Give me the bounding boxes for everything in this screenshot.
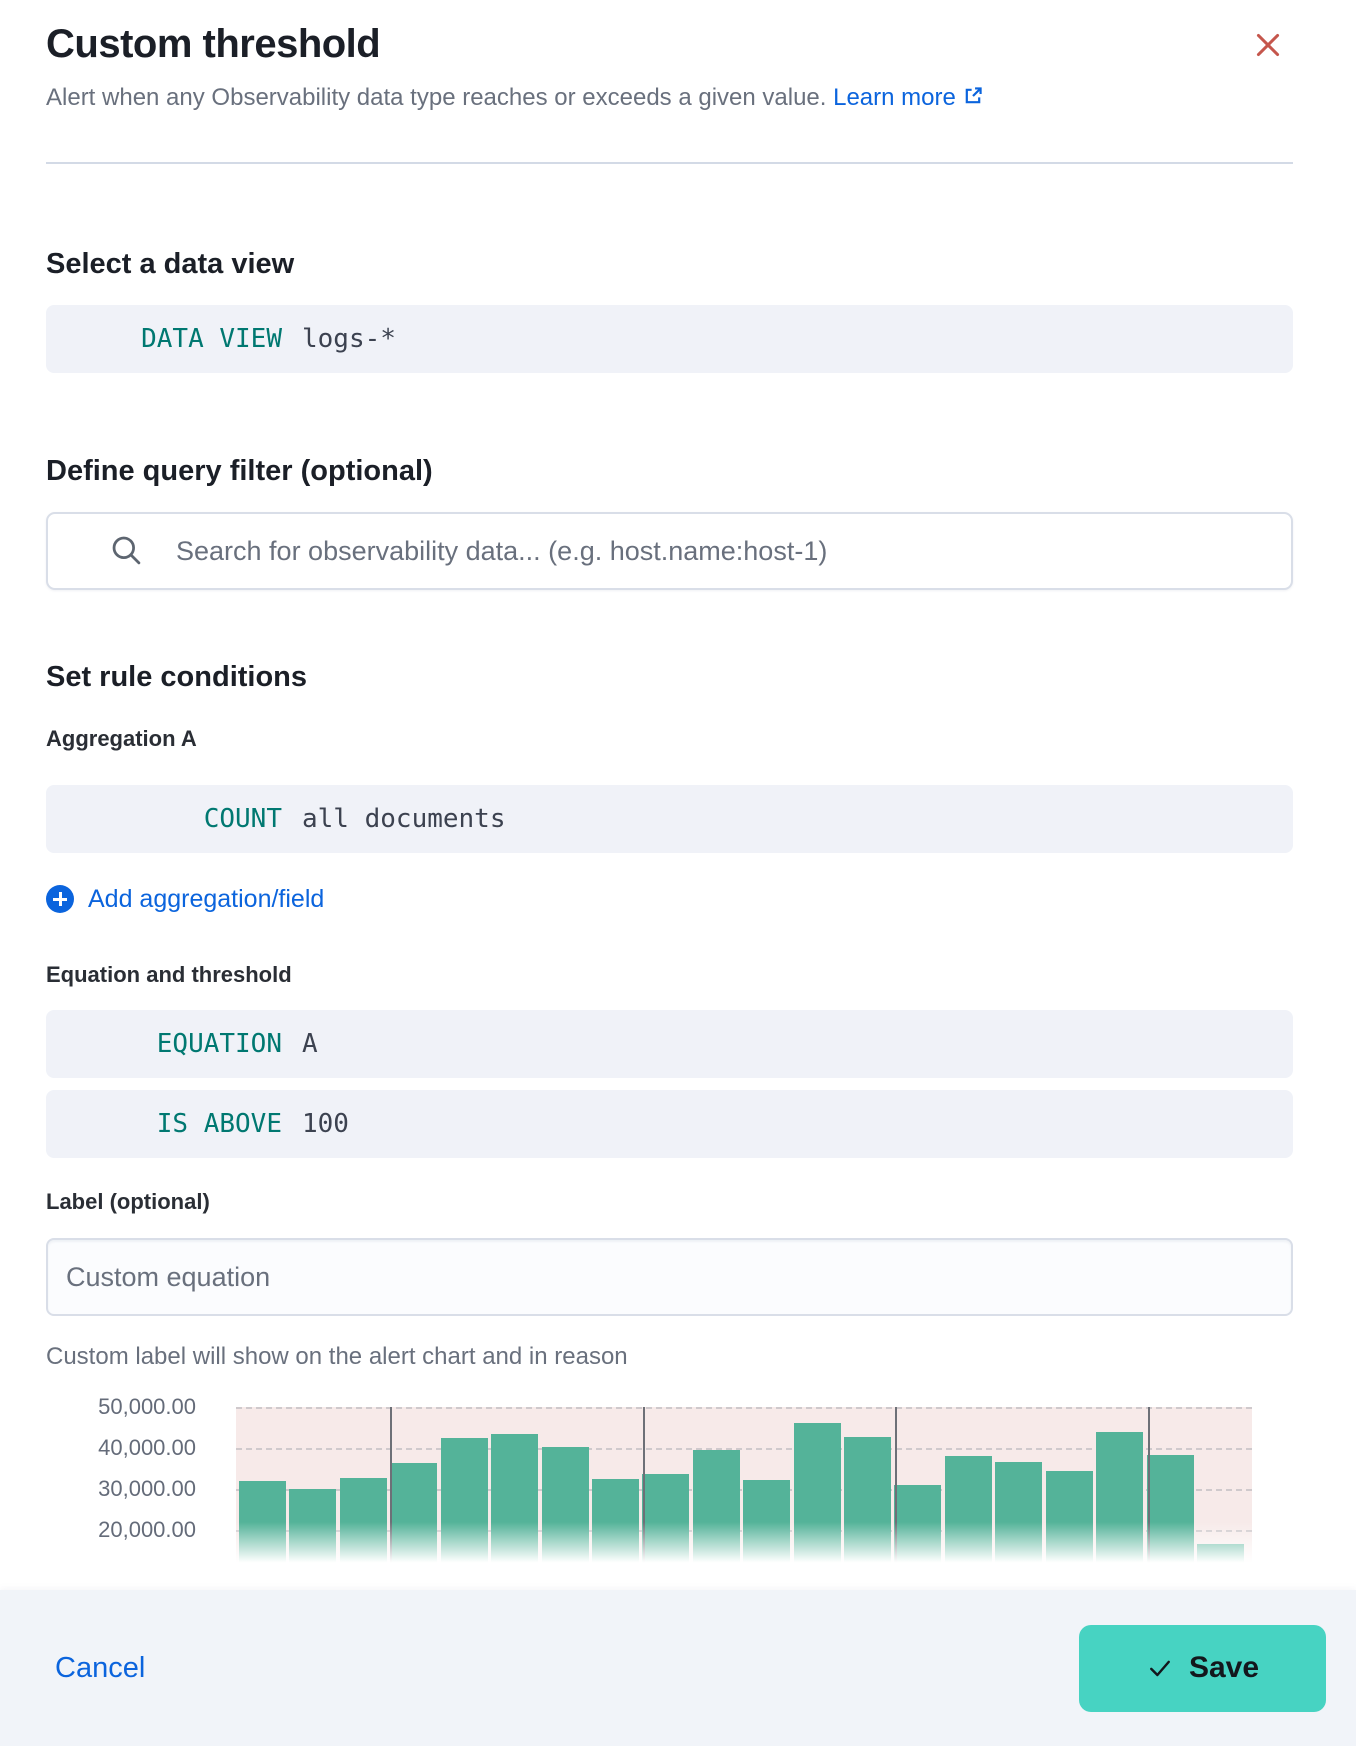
chart-y-axis-labels xyxy=(40,1394,236,1567)
aggregation-label: Aggregation A xyxy=(46,726,197,751)
y-tick-label: 50,000.00 xyxy=(98,1394,196,1419)
plus-circle-icon xyxy=(46,885,74,913)
equation-threshold-label: Equation and threshold xyxy=(46,962,292,987)
gridline xyxy=(236,1407,1252,1409)
threshold-keyword: IS ABOVE xyxy=(156,1109,282,1139)
data-view-value: logs-* xyxy=(302,324,396,354)
search-input[interactable] xyxy=(46,512,1293,590)
search-icon xyxy=(110,534,144,573)
add-aggregation-button[interactable] xyxy=(46,884,324,914)
y-tick-label: 20,000.00 xyxy=(98,1517,196,1542)
check-icon xyxy=(1146,1654,1174,1682)
page-title: Custom threshold xyxy=(46,22,381,66)
equation-keyword: EQUATION xyxy=(156,1029,282,1059)
learn-more-link[interactable]: Learn more xyxy=(833,84,984,111)
query-filter-heading: Define query filter (optional) xyxy=(46,455,433,487)
custom-label-input[interactable] xyxy=(46,1238,1293,1316)
chart-plot-area xyxy=(236,1407,1252,1567)
equation-value: A xyxy=(302,1029,318,1059)
y-tick-label: 30,000.00 xyxy=(98,1476,196,1501)
threshold-value: 100 xyxy=(302,1109,349,1139)
chart-bottom-fade xyxy=(236,1522,1252,1567)
add-aggregation-label: Add aggregation/field xyxy=(88,884,325,913)
label-help-text: Custom label will show on the alert chart and in reason xyxy=(46,1343,628,1370)
query-filter-field xyxy=(46,512,1293,590)
rule-conditions-heading: Set rule conditions xyxy=(46,661,308,693)
close-icon xyxy=(1251,50,1285,65)
equation-expression[interactable] xyxy=(46,1010,1293,1078)
cancel-button[interactable]: Cancel xyxy=(55,1651,146,1684)
aggregation-keyword: COUNT xyxy=(203,804,282,834)
label-optional-label: Label (optional) xyxy=(46,1189,210,1214)
flyout-description xyxy=(46,77,1056,120)
external-link-icon xyxy=(962,79,984,120)
header-divider xyxy=(46,162,1293,164)
y-tick-label: 40,000.00 xyxy=(98,1435,196,1460)
aggregation-expression[interactable] xyxy=(46,785,1293,853)
data-view-keyword: DATA VIEW xyxy=(141,324,282,354)
threshold-expression[interactable] xyxy=(46,1090,1293,1158)
preview-chart xyxy=(40,1394,1293,1567)
close-flyout-button[interactable] xyxy=(1248,26,1288,66)
data-view-expression[interactable] xyxy=(46,305,1293,373)
save-button[interactable] xyxy=(1079,1625,1326,1712)
flyout-footer xyxy=(0,1590,1356,1746)
data-view-heading: Select a data view xyxy=(46,248,295,280)
aggregation-value: all documents xyxy=(302,804,506,834)
save-label: Save xyxy=(1188,1651,1260,1684)
description-text: Alert when any Observability data type reaches or exceeds a given value. xyxy=(46,84,827,111)
